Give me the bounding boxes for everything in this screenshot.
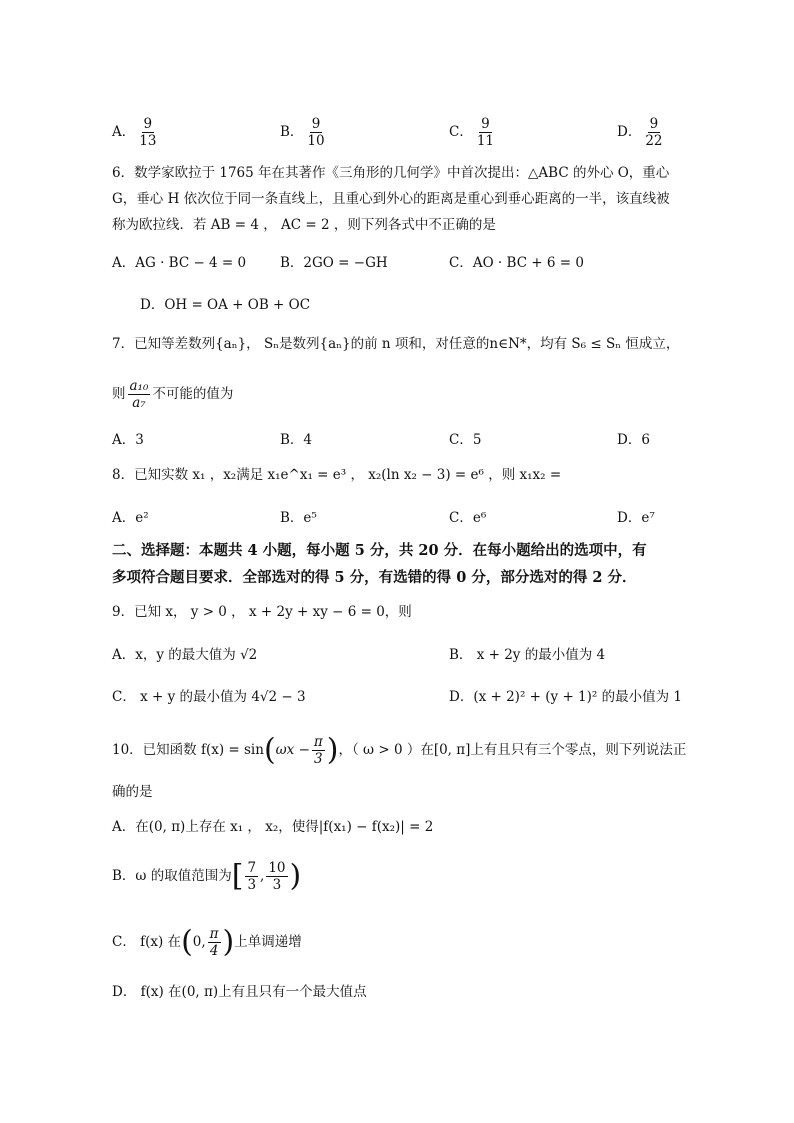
text: ，（ ω > 0 ）在[0, π]上有且只有三个零点，则下列说法正 [338,742,687,758]
text: 10．已知函数 f(x) = sin [112,742,264,758]
section-2-heading-line1: 二、选择题：本题共 4 小题，每小题 5 分，共 20 分．在每小题给出的选项中，有 [112,542,647,559]
denominator: 3 [247,877,257,893]
fraction [475,116,496,149]
q7-option-d: D．6 [617,432,650,448]
q6-stem-line2: G，垂心 H 依次位于同一条直线上，且重心到外心的距离是重心到垂心距离的一半，该直线被 [112,191,670,207]
q6-stem-line3: 称为欧拉线．若 AB = 4 ， AC = 2 ，则下列各式中不正确的是 [112,217,496,233]
option-label: C． [449,124,473,140]
numerator: π [313,734,323,750]
numerator: 9 [481,116,490,132]
q6-stem-line1: 6．数学家欧拉于 1765 年在其著作《三角形的几何学》中首次提出：△ABC 的外心 O，重心 [112,165,670,181]
paren-right: ) [222,924,235,960]
paren-left: ( [263,732,276,768]
denominator: a₇ [132,395,146,411]
section-2-heading-line2: 多项符合题目要求．全部选对的得 5 分，有选错的得 0 分，部分选对的得 2 分． [112,569,637,586]
q7-stem-line1: 7．已知等差数列{aₙ}， Sₙ是数列{aₙ}的前 n 项和，对任意的n∈N*，均有 S₆ ≤ Sₙ 恒成立， [112,336,680,352]
q8-option-a: A．e² [112,510,149,526]
numerator: π [209,926,219,942]
q9-stem: 9．已知 x， y > 0 ， x + 2y + xy − 6 = 0，则 [112,604,412,620]
q5-option-a [112,116,160,149]
q9-option-a: A．x，y 的最大值为 √2 [112,647,258,663]
paren-right: ) [289,858,302,894]
numerator: 10 [268,860,286,876]
q7-option-c: C．5 [449,432,482,448]
option-label: D． [617,124,642,140]
q8-stem: 8．已知实数 x₁ ，x₂满足 x₁e^x₁ = e³ ， x₂(ln x₂ − 3) = e⁶ ，则 x₁x₂ = [112,467,562,483]
q10-stem-line1 [112,734,686,767]
text: 上单调递增 [234,934,302,950]
denominator: 3 [272,877,282,893]
q10-option-a: A．在(0, π)上存在 x₁ ， x₂，使得|f(x₁) − f(x₂)| = 2 [112,819,434,835]
text: C． f(x) 在 [112,934,182,950]
q8-option-b: B．e⁵ [280,510,317,526]
option-label: B． [280,124,304,140]
fraction [266,860,287,893]
numerator: a₁₀ [129,378,149,394]
q6-option-a: A．AG · BC − 4 = 0 [112,255,247,271]
numerator: 9 [311,116,321,132]
q5-option-d [617,116,667,149]
text: B．ω 的取值范围为 [112,868,232,884]
q5-option-b [280,116,329,149]
q6-option-b: B．2GO = −GH [280,255,388,271]
q8-option-c: C．e⁶ [449,510,487,526]
q9-option-b: B． x + 2y 的最小值为 4 [449,647,606,663]
q6-option-c: C．AO · BC + 6 = 0 [449,255,584,271]
q8-option-d: D．e⁷ [617,510,655,526]
q10-option-b: B．ω 的取值范围为[ $\frac{7}{3}$ , $\frac{10}{3}$ ) [112,858,302,894]
fraction [137,116,158,149]
option-label: A． [112,124,136,140]
paren-right: ) [326,732,339,768]
numerator: 7 [247,860,257,876]
fraction [312,734,325,767]
fraction [643,116,664,149]
text: ωx − [275,742,310,758]
q5-option-c [449,116,498,149]
fraction [128,378,151,411]
q6-option-d: D．OH = OA + OB + OC [140,297,311,313]
fraction [208,926,221,959]
q9-option-c: C． x + y 的最小值为 4√2 − 3 [112,689,306,705]
fraction [305,116,326,149]
denominator: 10 [307,133,325,149]
q10-stem-line2: 确的是 [112,784,153,800]
q7-option-a: A．3 [112,432,144,448]
text: 不可能的值为 [152,386,234,402]
numerator: 9 [143,116,153,132]
q7-option-b: B．4 [280,432,313,448]
bracket-left: [ [231,858,244,894]
denominator: 22 [645,133,663,149]
denominator: 3 [314,751,323,767]
q7-stem-line2 [112,378,233,411]
paren-left: ( [181,924,193,960]
fraction [245,860,258,893]
q10-option-d: D． f(x) 在(0, π)上有且只有一个最大值点 [112,984,367,1000]
denominator: 13 [139,133,157,149]
q9-option-d: D．(x + 2)² + (y + 1)² 的最小值为 1 [449,689,682,705]
denominator: 4 [209,943,219,959]
q10-option-c: C． f(x) 在(0, $\frac{\pi}{4}$ )上单调递增 [112,924,302,960]
numerator: 9 [649,116,659,132]
denominator: 11 [476,133,495,149]
text: 则 [112,386,126,402]
